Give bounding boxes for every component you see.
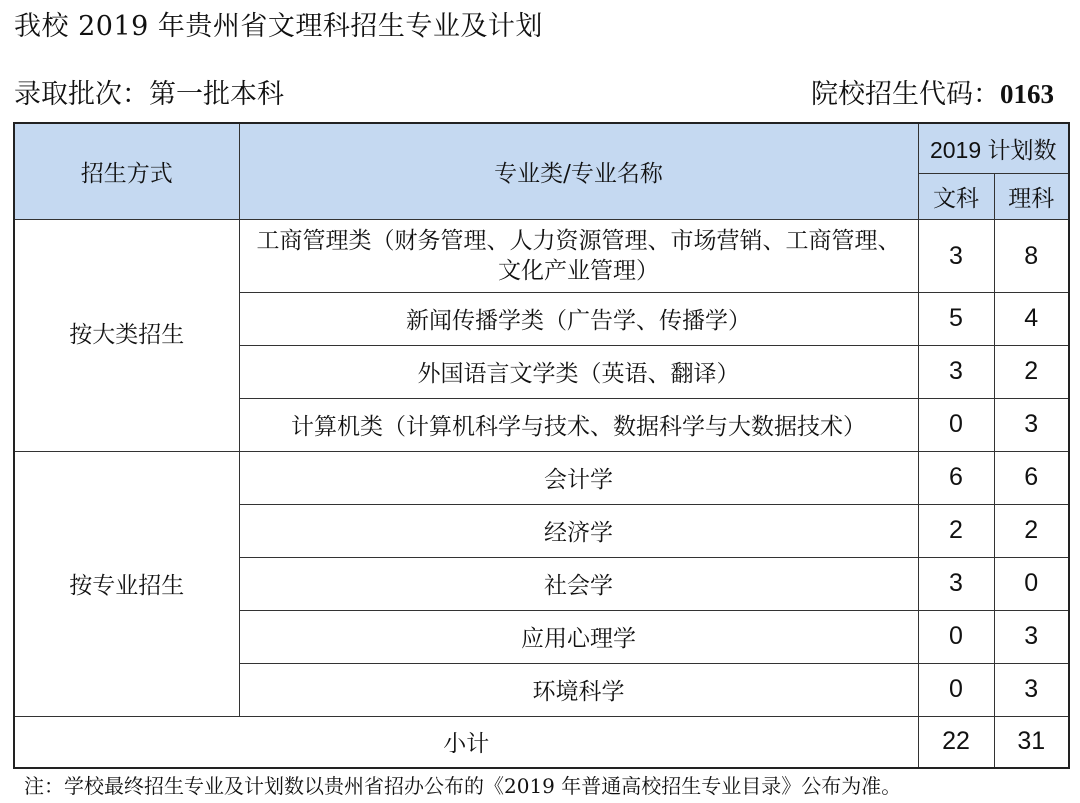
header-plan: 2019 计划数: [918, 123, 1069, 173]
science-count: 8: [994, 219, 1069, 292]
institution-code-value: 0163: [1000, 79, 1054, 109]
arts-count: 0: [918, 610, 994, 663]
total-arts: 22: [918, 716, 994, 768]
major-name: 计算机类（计算机科学与技术、数据科学与大数据技术）: [239, 398, 918, 451]
major-name: 新闻传播学类（广告学、传播学）: [239, 292, 918, 345]
table-row: [14, 451, 1069, 504]
group-method: 按大类招生: [14, 219, 239, 451]
arts-count: 0: [918, 663, 994, 716]
science-count: 3: [994, 398, 1069, 451]
page-title: 我校 2019 年贵州省文理科招生专业及计划: [14, 11, 543, 42]
science-count: 3: [994, 663, 1069, 716]
table-row: [14, 219, 1069, 292]
admission-batch: 录取批次：第一批本科: [14, 79, 284, 110]
total-row: [14, 716, 1069, 768]
header-science: 理科: [994, 173, 1069, 219]
total-science: 31: [994, 716, 1069, 768]
enrollment-plan-table: [13, 122, 1070, 769]
institution-code: [811, 72, 1054, 111]
arts-count: 3: [918, 219, 994, 292]
header-method: 招生方式: [14, 123, 239, 219]
science-count: 6: [994, 451, 1069, 504]
major-name: 经济学: [239, 504, 918, 557]
header-arts: 文科: [918, 173, 994, 219]
arts-count: 2: [918, 504, 994, 557]
science-count: 4: [994, 292, 1069, 345]
arts-count: 0: [918, 398, 994, 451]
science-count: 2: [994, 504, 1069, 557]
major-name: 环境科学: [239, 663, 918, 716]
science-count: 2: [994, 345, 1069, 398]
major-name: 应用心理学: [239, 610, 918, 663]
arts-count: 5: [918, 292, 994, 345]
footnote: 注：学校最终招生专业及计划数以贵州省招办公布的《2019 年普通高校招生专业目录》公布为准。: [24, 774, 902, 798]
science-count: 3: [994, 610, 1069, 663]
science-count: 0: [994, 557, 1069, 610]
group-method: 按专业招生: [14, 451, 239, 716]
header-major: 专业类/专业名称: [239, 123, 918, 219]
major-name: 外国语言文学类（英语、翻译）: [239, 345, 918, 398]
arts-count: 3: [918, 345, 994, 398]
arts-count: 6: [918, 451, 994, 504]
arts-count: 3: [918, 557, 994, 610]
institution-code-label: 院校招生代码：: [811, 79, 1000, 110]
major-name: 社会学: [239, 557, 918, 610]
major-name: 会计学: [239, 451, 918, 504]
total-label: 小计: [14, 716, 918, 768]
major-name: 工商管理类（财务管理、人力资源管理、市场营销、工商管理、文化产业管理）: [239, 219, 918, 292]
